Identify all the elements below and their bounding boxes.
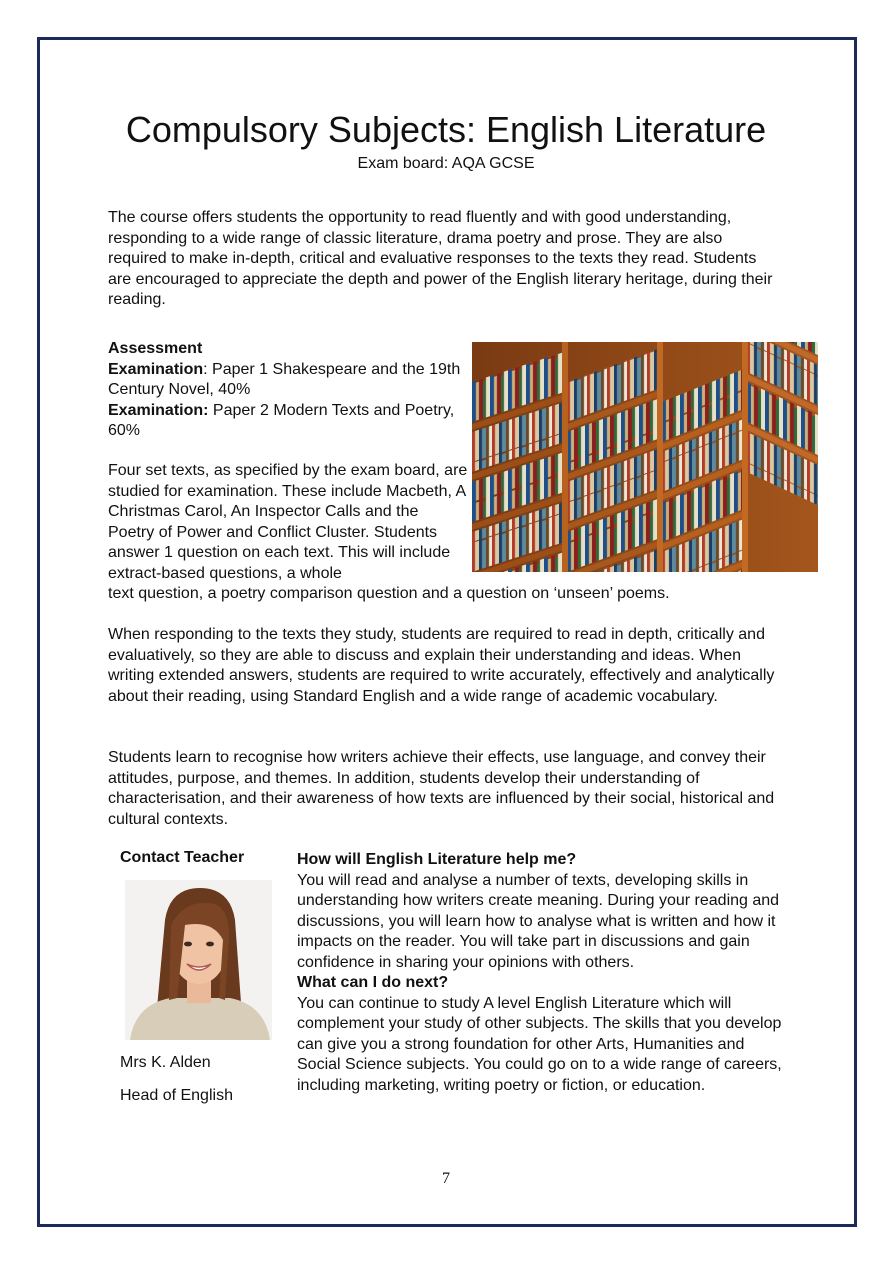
help-heading: How will English Literature help me? bbox=[297, 851, 577, 868]
page-number: 7 bbox=[442, 1170, 450, 1187]
next-text: You can continue to study A level English Literature which will complement your study of other subjects. The skills that you develop can give you a strong foundation for other Arts, Humanities and Social Science subjects. You could go on to a wide range of careers, including marketing, writing poetry or fiction, or education. bbox=[297, 994, 782, 1094]
learning-paragraph: Students learn to recognise how writers achieve their effects, use language, and convey their attitudes, purpose, and themes. In addition, students develop their understanding of characterisation, and their awareness of how texts are influenced by their social, historical and cultural contexts. bbox=[108, 749, 775, 828]
teacher-name: Mrs K. Alden bbox=[120, 1054, 211, 1071]
exam-1: Examination: Paper 1 Shakespeare and the 19th Century Novel, 40% bbox=[108, 360, 461, 398]
page-title: Compulsory Subjects: English Literature bbox=[125, 109, 767, 150]
set-texts-continued: text question, a poetry comparison question and a question on ‘unseen’ poems. bbox=[108, 585, 670, 602]
next-heading: What can I do next? bbox=[297, 974, 449, 991]
contact-teacher-heading: Contact Teacher bbox=[120, 849, 245, 866]
set-texts-paragraph: Four set texts, as specified by the exam board, are studied for examination. These include Macbeth, A Christmas Carol, An Inspector Calls and the Poetry of Power and Conflict Cluster. Students answer 1 question on each text. This will include extract-based questions, a whole bbox=[108, 462, 468, 582]
assessment-block bbox=[108, 339, 468, 442]
help-text: You will read and analyse a number of texts, developing skills in understanding how writers create meaning. During your reading and discussions, you will learn how to analyse what is written and how it impacts on the reader. You will take part in discussions and gain confidence in sharing your opinions with others. bbox=[297, 871, 780, 971]
exam-board: Exam board: AQA GCSE bbox=[357, 155, 535, 172]
assessment-heading: Assessment bbox=[108, 340, 203, 357]
bookshelves-image bbox=[472, 342, 818, 572]
exam-2: Examination: Paper 2 Modern Texts and Poetry, 60% bbox=[108, 401, 455, 439]
teacher-photo bbox=[125, 880, 272, 1040]
responding-paragraph: When responding to the texts they study, students are required to read in depth, critically and evaluatively, so they are able to discuss and explain their understanding and ideas. When writing extended answers, students are required to write accurately, effectively and analytically about their reading, using Standard English and a wide range of academic vocabulary. bbox=[108, 626, 775, 705]
teacher-role: Head of English bbox=[120, 1087, 233, 1104]
intro-paragraph: The course offers students the opportunity to read fluently and with good understanding, responding to a wide range of classic literature, drama poetry and prose. They are also required to make in-depth, critical and evaluative responses to the texts they read. Students are encouraged to appreciate the depth and power of the English literary heritage, during their reading. bbox=[108, 209, 773, 308]
help-section bbox=[297, 850, 787, 1096]
